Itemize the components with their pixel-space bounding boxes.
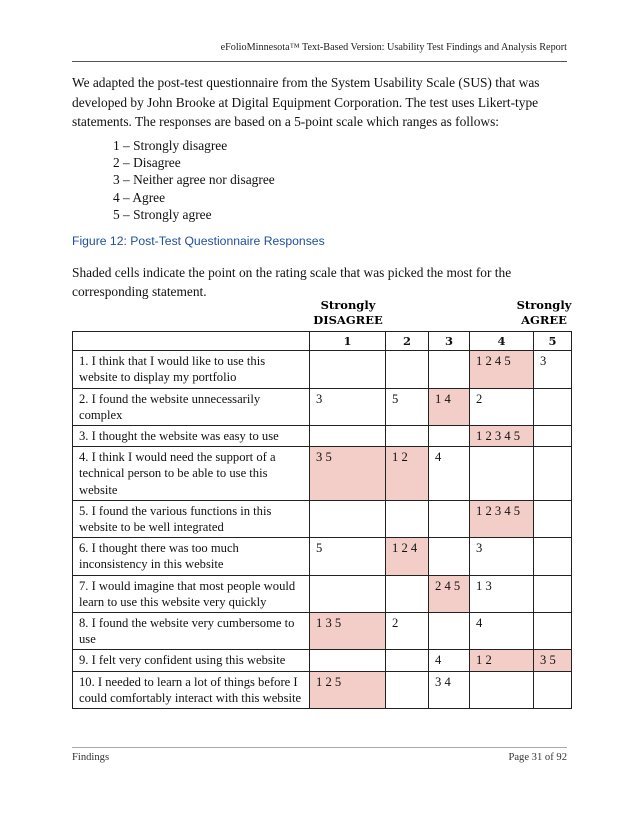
response-cell [386,671,429,708]
response-cell [470,447,534,501]
statement-cell: 1. I think that I would like to use this website to display my portfolio [73,351,310,388]
response-cell: 3 5 [534,650,572,671]
response-cell: 3 [310,388,386,425]
response-cell [429,613,470,650]
response-cell: 1 2 [470,650,534,671]
response-cell: 3 4 [429,671,470,708]
response-cell: 1 3 [470,575,534,612]
response-cell [386,426,429,447]
response-cell [310,426,386,447]
response-cell: 4 [470,613,534,650]
response-cell [429,500,470,537]
response-cell [534,388,572,425]
response-cell [534,575,572,612]
strongly-agree-label: Strongly AGREE [516,298,572,327]
statement-cell: 8. I found the website very cumbersome to use [73,613,310,650]
response-cell: 3 5 [310,447,386,501]
scale-item: 5 – Strongly agree [113,206,212,222]
response-cell: 2 [386,613,429,650]
table-row [73,650,572,671]
statement-cell: 9. I felt very confident using this website [73,650,310,671]
page-number: Page 31 of 92 [508,752,567,763]
response-cell: 3 [534,351,572,388]
response-cell [386,650,429,671]
response-cell: 5 [386,388,429,425]
response-cell: 1 2 4 5 [470,351,534,388]
response-cell [534,538,572,575]
response-cell: 1 2 3 4 5 [470,426,534,447]
table-row [73,500,572,537]
response-cell [534,426,572,447]
statement-cell: 10. I needed to learn a lot of things before I could comfortably interact with this website [73,671,310,708]
header-cell: 1 [310,332,386,351]
response-cell: 1 2 4 [386,538,429,575]
scale-item: 2 – Disagree [113,155,181,171]
footer-section: Findings [72,752,110,763]
table-row [73,426,572,447]
response-cell [310,575,386,612]
statement-cell: 5. I found the various functions in this website to be well integrated [73,500,310,537]
response-cell [534,447,572,501]
figure-caption: Figure 12: Post-Test Questionnaire Responses [72,234,325,248]
response-cell [429,538,470,575]
table-header-row [73,332,572,351]
table-row [73,351,572,388]
response-cell: 5 [310,538,386,575]
table-body [73,351,572,709]
response-cell [386,351,429,388]
response-cell: 2 [470,388,534,425]
rating-scale-list [113,137,275,223]
table-row [73,575,572,612]
response-cell [310,650,386,671]
response-cell [534,500,572,537]
table-row [73,671,572,708]
statement-cell: 6. I thought there was too much inconsistency in this website [73,538,310,575]
response-cell [310,351,386,388]
response-cell: 1 2 3 4 5 [470,500,534,537]
table-row [73,447,572,501]
response-cell [429,351,470,388]
scale-item: 3 – Neither agree nor disagree [113,172,275,188]
response-cell [386,575,429,612]
table-row [73,388,572,425]
response-cell [310,500,386,537]
response-cell: 1 3 5 [310,613,386,650]
header-cell: 5 [534,332,572,351]
statement-cell: 7. I would imagine that most people would learn to use this website very quickly [73,575,310,612]
response-cell: 1 4 [429,388,470,425]
response-cell: 1 2 5 [310,671,386,708]
statement-cell: 4. I think I would need the support of a technical person to be able to use this website [73,447,310,501]
header-cell: 2 [386,332,429,351]
responses-table [72,331,572,709]
shading-note: Shaded cells indicate the point on the rating scale that was picked the most for the corresponding statement. [72,265,512,299]
response-cell: 1 2 [386,447,429,501]
response-cell: 4 [429,650,470,671]
response-cell: 4 [429,447,470,501]
response-cell [534,613,572,650]
strongly-disagree-label: Strongly DISAGREE [313,298,383,327]
table-row [73,538,572,575]
response-cell [534,671,572,708]
response-cell [470,671,534,708]
scale-item: 1 – Strongly disagree [113,138,228,153]
statement-cell: 3. I thought the website was easy to use [73,426,310,447]
scale-item: 4 – Agree [113,189,166,205]
header-cell [73,332,310,351]
response-cell: 3 [470,538,534,575]
response-cell: 2 4 5 [429,575,470,612]
table-row [73,613,572,650]
statement-cell: 2. I found the website unnecessarily complex [73,388,310,425]
running-header: eFolioMinnesota™ Text-Based Version: Usability Test Findings and Analysis Report [220,42,567,53]
header-cell: 3 [429,332,470,351]
response-cell [429,426,470,447]
intro-paragraph: We adapted the post-test questionnaire from the System Usability Scale (SUS) that was developed by John Brooke at Digital Equipment Corporation. The test uses Likert-type statements. The responses are based on a 5-point scale which ranges as follows: [72,75,540,129]
response-cell [386,500,429,537]
header-rule [72,61,567,62]
footer-rule [72,747,567,748]
header-cell: 4 [470,332,534,351]
